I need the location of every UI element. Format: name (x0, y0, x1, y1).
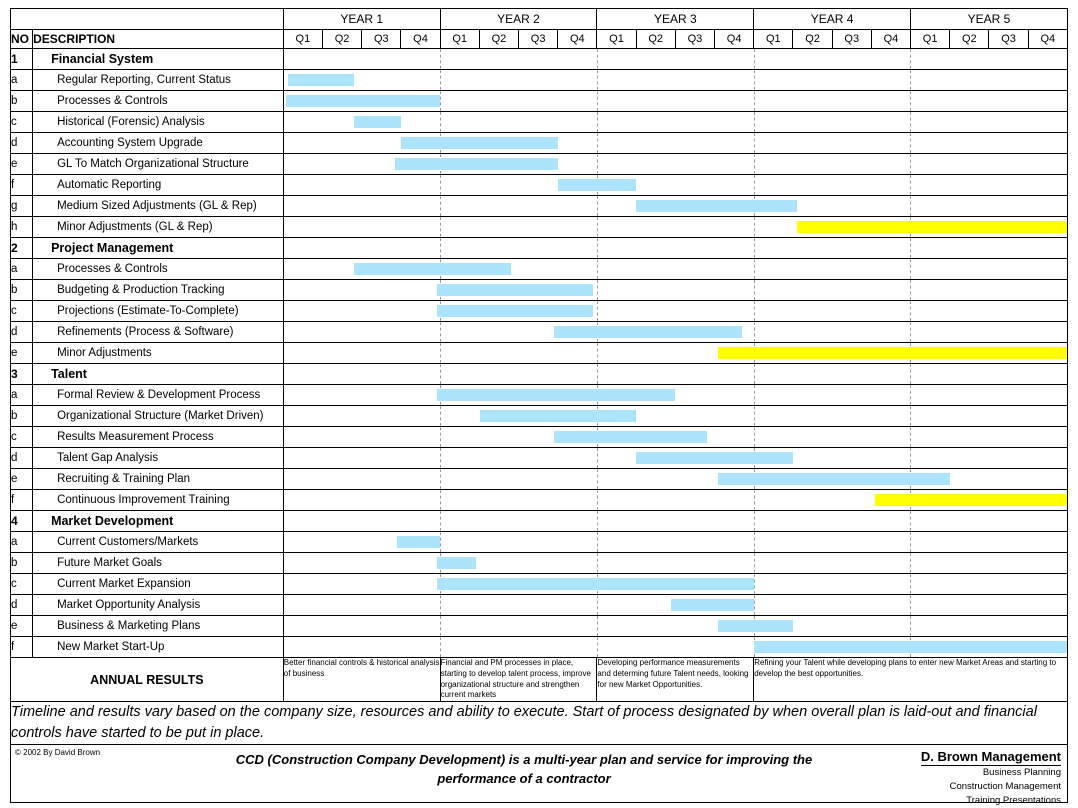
year-divider (597, 469, 598, 489)
year-divider (597, 91, 598, 111)
year-divider (597, 490, 598, 510)
quarter-header-y2-q1: Q1 (440, 30, 479, 49)
quarter-header-y4-q4: Q4 (871, 30, 910, 49)
year-divider (754, 532, 755, 552)
year-divider (754, 259, 755, 279)
quarter-header-y4-q2: Q2 (793, 30, 832, 49)
row-timeline[interactable] (283, 448, 1067, 469)
task-row[interactable] (11, 595, 1068, 616)
row-no: e (11, 343, 33, 364)
row-description: Recruiting & Training Plan (33, 469, 284, 490)
year-divider (440, 217, 441, 237)
quarter-header-y2-q2: Q2 (479, 30, 518, 49)
row-no: a (11, 70, 33, 91)
row-description: Future Market Goals (33, 553, 284, 574)
year-divider (440, 196, 441, 216)
year-divider (440, 637, 441, 657)
row-timeline[interactable] (283, 259, 1067, 280)
row-timeline[interactable] (283, 301, 1067, 322)
year-divider (754, 238, 755, 258)
year-divider (440, 238, 441, 258)
annual-results-body (11, 658, 1068, 745)
quarter-header-y1-q1: Q1 (283, 30, 322, 49)
year-divider (440, 49, 441, 69)
task-row[interactable] (11, 343, 1068, 364)
gantt-bar[interactable] (480, 410, 637, 422)
row-no: f (11, 637, 33, 658)
year-divider (754, 595, 755, 615)
note-row (11, 702, 1068, 745)
year-divider (440, 343, 441, 363)
row-timeline[interactable] (283, 91, 1067, 112)
section-row[interactable] (11, 238, 1068, 259)
row-no: a (11, 532, 33, 553)
year-divider (597, 553, 598, 573)
row-no: h (11, 217, 33, 238)
year-divider (597, 154, 598, 174)
row-no: b (11, 553, 33, 574)
row-no: 4 (11, 511, 33, 532)
row-no: d (11, 448, 33, 469)
row-no: e (11, 469, 33, 490)
brand-block (921, 748, 1061, 807)
year-divider (754, 322, 755, 342)
row-timeline[interactable] (283, 364, 1067, 385)
row-no: d (11, 322, 33, 343)
row-timeline[interactable] (283, 511, 1067, 532)
year-divider (597, 238, 598, 258)
row-timeline[interactable] (283, 280, 1067, 301)
year-divider (754, 280, 755, 300)
year-divider (910, 49, 911, 69)
year-divider (754, 91, 755, 111)
year-divider (440, 616, 441, 636)
year-divider (440, 532, 441, 552)
year-divider (597, 616, 598, 636)
row-description: Minor Adjustments (GL & Rep) (33, 217, 284, 238)
row-description: Current Market Expansion (33, 574, 284, 595)
year-divider (440, 322, 441, 342)
year-divider (910, 112, 911, 132)
task-row[interactable] (11, 154, 1068, 175)
year-divider (910, 616, 911, 636)
row-description: Budgeting & Production Tracking (33, 280, 284, 301)
year-divider (754, 301, 755, 321)
year-divider (910, 91, 911, 111)
row-timeline[interactable] (283, 532, 1067, 553)
quarter-header-y3-q1: Q1 (597, 30, 636, 49)
year-divider (910, 238, 911, 258)
note-text: Timeline and results vary based on the company size, resources and ability to execute. Start of process designated by when overall plan is laid-out and financial controls have started to be put in place. (11, 702, 1068, 745)
annual-results-year1: Better financial controls & historical analysis of business (283, 658, 440, 702)
row-no: 3 (11, 364, 33, 385)
brand-service-3: Training Presentations (966, 794, 1061, 806)
task-row[interactable] (11, 574, 1068, 595)
task-row[interactable] (11, 112, 1068, 133)
gantt-table (10, 8, 1068, 745)
row-description: Results Measurement Process (33, 427, 284, 448)
year-divider (754, 175, 755, 195)
task-row[interactable] (11, 322, 1068, 343)
row-timeline[interactable] (283, 616, 1067, 637)
gantt-bar[interactable] (554, 326, 742, 338)
row-description: Automatic Reporting (33, 175, 284, 196)
row-timeline[interactable] (283, 469, 1067, 490)
row-no: 1 (11, 49, 33, 70)
column-header-no: NO (11, 30, 33, 49)
brand-service-2: Construction Management (949, 781, 1061, 793)
footer-tagline-line1: CCD (Construction Company Development) is a multi-year plan and service for improving the (235, 752, 813, 768)
row-no: 2 (11, 238, 33, 259)
section-row[interactable] (11, 511, 1068, 532)
year-divider (597, 301, 598, 321)
task-row[interactable] (11, 280, 1068, 301)
year-header-2: YEAR 2 (440, 9, 597, 30)
year-divider (754, 385, 755, 405)
gantt-bar[interactable] (401, 137, 558, 149)
year-divider (597, 70, 598, 90)
row-timeline[interactable] (283, 133, 1067, 154)
annual-results-row (11, 658, 1068, 702)
gantt-bar[interactable] (354, 263, 511, 275)
year-divider (754, 70, 755, 90)
task-row[interactable] (11, 70, 1068, 91)
row-description: Refinements (Process & Software) (33, 322, 284, 343)
task-row[interactable] (11, 385, 1068, 406)
row-timeline[interactable] (283, 49, 1067, 70)
row-description: New Market Start-Up (33, 637, 284, 658)
brand-service-1: Business Planning (982, 767, 1061, 779)
row-description: Formal Review & Development Process (33, 385, 284, 406)
gantt-bar[interactable] (718, 620, 792, 632)
year-divider (754, 406, 755, 426)
year-divider (910, 175, 911, 195)
row-description: Current Customers/Markets (33, 532, 284, 553)
year-header-row (11, 9, 1068, 30)
row-description: Historical (Forensic) Analysis (33, 112, 284, 133)
row-description: Processes & Controls (33, 91, 284, 112)
footer-tagline-line2: performance of a contractor (437, 771, 611, 787)
row-description: Market Opportunity Analysis (33, 595, 284, 616)
row-description: Project Management (33, 238, 284, 259)
row-no: b (11, 406, 33, 427)
gantt-bar[interactable] (718, 473, 949, 485)
gantt-bar[interactable] (875, 494, 1067, 506)
task-row[interactable] (11, 427, 1068, 448)
year-divider (910, 532, 911, 552)
year-divider (910, 133, 911, 153)
year-divider (597, 448, 598, 468)
row-description: GL To Match Organizational Structure (33, 154, 284, 175)
gantt-bar[interactable] (797, 221, 1067, 233)
year-divider (440, 511, 441, 531)
row-description: Medium Sized Adjustments (GL & Rep) (33, 196, 284, 217)
gantt-bar[interactable] (754, 641, 1067, 653)
task-row[interactable] (11, 259, 1068, 280)
row-description: Projections (Estimate-To-Complete) (33, 301, 284, 322)
year-divider (910, 280, 911, 300)
row-timeline[interactable] (283, 238, 1067, 259)
year-divider (597, 511, 598, 531)
gantt-bar[interactable] (397, 536, 440, 548)
row-timeline[interactable] (283, 112, 1067, 133)
row-timeline[interactable] (283, 490, 1067, 511)
row-description: Regular Reporting, Current Status (33, 70, 284, 91)
year-divider (754, 553, 755, 573)
row-timeline[interactable] (283, 595, 1067, 616)
year-divider (910, 196, 911, 216)
year-divider (754, 574, 755, 594)
gantt-bar[interactable] (671, 599, 753, 611)
row-description: Processes & Controls (33, 259, 284, 280)
year-divider (910, 385, 911, 405)
year-divider (910, 154, 911, 174)
year-divider (597, 532, 598, 552)
task-row[interactable] (11, 301, 1068, 322)
year-divider (597, 637, 598, 657)
row-no: c (11, 301, 33, 322)
task-row[interactable] (11, 175, 1068, 196)
quarter-header-y4-q3: Q3 (832, 30, 871, 49)
year-divider (597, 280, 598, 300)
year-divider (754, 112, 755, 132)
year-divider (440, 112, 441, 132)
year-header-4: YEAR 4 (754, 9, 911, 30)
year-divider (597, 196, 598, 216)
year-divider (440, 364, 441, 384)
row-no: g (11, 196, 33, 217)
row-description: Accounting System Upgrade (33, 133, 284, 154)
year-divider (440, 595, 441, 615)
row-description: Financial System (33, 49, 284, 70)
row-timeline[interactable] (283, 196, 1067, 217)
section-row[interactable] (11, 49, 1068, 70)
year-divider (597, 49, 598, 69)
year-divider (910, 427, 911, 447)
row-timeline[interactable] (283, 637, 1067, 658)
year-divider (597, 343, 598, 363)
row-timeline[interactable] (283, 385, 1067, 406)
row-timeline[interactable] (283, 406, 1067, 427)
row-timeline[interactable] (283, 175, 1067, 196)
row-description: Minor Adjustments (33, 343, 284, 364)
task-row[interactable] (11, 406, 1068, 427)
year-divider (910, 301, 911, 321)
year-divider (597, 112, 598, 132)
task-row[interactable] (11, 553, 1068, 574)
gantt-bar[interactable] (354, 116, 401, 128)
year-divider (910, 70, 911, 90)
row-no: d (11, 595, 33, 616)
row-description: Talent (33, 364, 284, 385)
footer (10, 745, 1068, 806)
row-timeline[interactable] (283, 154, 1067, 175)
gantt-bar[interactable] (558, 179, 636, 191)
year-divider (910, 553, 911, 573)
quarter-header-row (11, 30, 1068, 49)
task-row[interactable] (11, 532, 1068, 553)
section-row[interactable] (11, 364, 1068, 385)
year-divider (597, 133, 598, 153)
year-divider (440, 469, 441, 489)
gantt-bar[interactable] (437, 557, 476, 569)
quarter-header-y5-q2: Q2 (950, 30, 989, 49)
gantt-bar[interactable] (437, 305, 594, 317)
task-row[interactable] (11, 490, 1068, 511)
gantt-bar[interactable] (718, 347, 1067, 359)
row-no: a (11, 385, 33, 406)
row-no: e (11, 154, 33, 175)
row-no: d (11, 133, 33, 154)
year-divider (754, 154, 755, 174)
row-description: Market Development (33, 511, 284, 532)
quarter-header-y1-q2: Q2 (323, 30, 362, 49)
gantt-bar[interactable] (395, 158, 558, 170)
row-no: c (11, 427, 33, 448)
gantt-bar[interactable] (636, 452, 793, 464)
year-divider (597, 364, 598, 384)
task-row[interactable] (11, 448, 1068, 469)
row-timeline[interactable] (283, 70, 1067, 91)
gantt-bar[interactable] (288, 74, 355, 86)
year-divider (754, 364, 755, 384)
year-divider (440, 175, 441, 195)
year-divider (597, 217, 598, 237)
row-no: b (11, 280, 33, 301)
quarter-header-y5-q1: Q1 (911, 30, 950, 49)
annual-results-year2: Financial and PM processes in place, starting to develop talent process, improve organizational structure and strengthen current markets (440, 658, 597, 702)
year-divider (910, 406, 911, 426)
year-header-3: YEAR 3 (597, 9, 754, 30)
year-divider (754, 133, 755, 153)
blank-corner-2 (33, 9, 284, 30)
year-divider (597, 259, 598, 279)
row-timeline[interactable] (283, 322, 1067, 343)
year-divider (440, 406, 441, 426)
row-no: b (11, 91, 33, 112)
year-divider (597, 595, 598, 615)
year-divider (910, 574, 911, 594)
quarter-header-y3-q3: Q3 (675, 30, 714, 49)
task-row[interactable] (11, 91, 1068, 112)
footer-tagline (201, 751, 847, 789)
row-no: c (11, 112, 33, 133)
copyright-text: © 2002 By David Brown (15, 748, 101, 758)
task-row[interactable] (11, 616, 1068, 637)
year-divider (440, 448, 441, 468)
row-description: Organizational Structure (Market Driven) (33, 406, 284, 427)
row-timeline[interactable] (283, 217, 1067, 238)
row-no: f (11, 175, 33, 196)
task-row[interactable] (11, 217, 1068, 238)
annual-results-year4: Refining your Talent while developing plans to enter new Market Areas and starting to develop the best opportunities. (754, 658, 1068, 702)
year-divider (910, 595, 911, 615)
year-divider (440, 70, 441, 90)
gantt-body (11, 49, 1068, 658)
quarter-header-y1-q4: Q4 (401, 30, 440, 49)
year-divider (754, 49, 755, 69)
row-no: c (11, 574, 33, 595)
row-no: a (11, 259, 33, 280)
quarter-header-y2-q3: Q3 (519, 30, 558, 49)
quarter-header-y1-q3: Q3 (362, 30, 401, 49)
year-divider (910, 259, 911, 279)
year-divider (440, 427, 441, 447)
blank-corner-1 (11, 9, 33, 30)
year-divider (754, 427, 755, 447)
quarter-header-y5-q3: Q3 (989, 30, 1028, 49)
gantt-bar[interactable] (286, 95, 441, 107)
column-header-description: DESCRIPTION (33, 30, 284, 49)
task-row[interactable] (11, 469, 1068, 490)
gantt-bar[interactable] (437, 389, 676, 401)
year-divider (440, 490, 441, 510)
annual-results-label: ANNUAL RESULTS (11, 658, 284, 702)
gantt-bar[interactable] (636, 200, 797, 212)
row-no: f (11, 490, 33, 511)
task-row[interactable] (11, 637, 1068, 658)
row-timeline[interactable] (283, 343, 1067, 364)
row-description: Continuous Improvement Training (33, 490, 284, 511)
task-row[interactable] (11, 133, 1068, 154)
brand-name: D. Brown Management (920, 749, 1061, 765)
row-description: Talent Gap Analysis (33, 448, 284, 469)
row-timeline[interactable] (283, 574, 1067, 595)
year-divider (910, 511, 911, 531)
row-timeline[interactable] (283, 553, 1067, 574)
year-divider (754, 490, 755, 510)
quarter-header-y3-q2: Q2 (636, 30, 675, 49)
gantt-bar[interactable] (437, 284, 594, 296)
quarter-header-y5-q4: Q4 (1028, 30, 1067, 49)
quarter-header-y3-q4: Q4 (715, 30, 754, 49)
quarter-header-y4-q1: Q1 (754, 30, 793, 49)
year-divider (754, 511, 755, 531)
year-divider (910, 322, 911, 342)
quarter-header-y2-q4: Q4 (558, 30, 597, 49)
task-row[interactable] (11, 196, 1068, 217)
gantt-header (11, 9, 1068, 49)
year-divider (754, 217, 755, 237)
gantt-bar[interactable] (554, 431, 707, 443)
year-header-1: YEAR 1 (283, 9, 440, 30)
year-divider (910, 364, 911, 384)
row-description: Business & Marketing Plans (33, 616, 284, 637)
gantt-bar[interactable] (437, 578, 754, 590)
row-no: e (11, 616, 33, 637)
year-divider (910, 448, 911, 468)
year-header-5: YEAR 5 (911, 9, 1068, 30)
annual-results-year3: Developing performance measurements and determing future Talent needs, looking for new Market Opportunities. (597, 658, 754, 702)
year-divider (440, 91, 441, 111)
row-timeline[interactable] (283, 427, 1067, 448)
